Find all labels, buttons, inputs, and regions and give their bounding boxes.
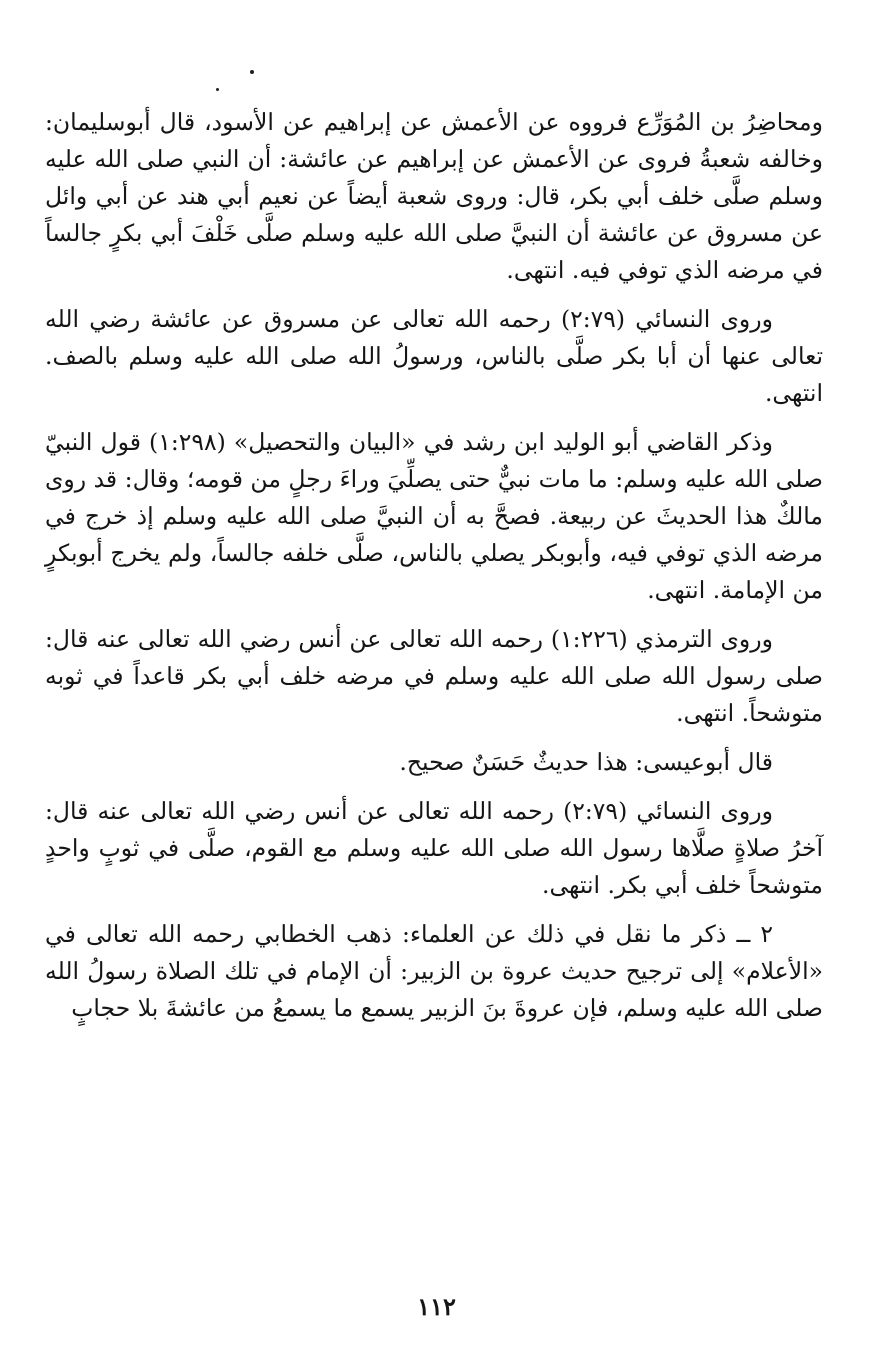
paragraph-1: ومحاضِرُ بن المُوَرِّع فرووه عن الأعمش عن إبراهيم عن الأسود، قال أبوسليمان: وخالفه شعبةُ فروى عن الأعمش عن إبراهيم عن عائشة: أن النبي صلى الله عليه وسلم صلَّى خلف أبي بكر، قال: وروى شعبة أيضاً عن نعيم أبي هند عن أبي وائل عن مسروق عن عائشة أن النبيَّ صلى الله عليه وسلم صلَّى خَلْفَ أبي بكرٍ جالساً في مرضه الذي توفي فيه. انتهى. [45, 108, 823, 284]
ink-speck [216, 88, 219, 91]
page-body [45, 104, 823, 1039]
paragraph-7: ٢ ــ ذكر ما نقل في ذلك عن العلماء: ذهب الخطابي رحمه الله تعالى في «الأعلام» إلى ترجيح حديث عروة بن الزبير: أن الإمام في تلك الصلاة رسولُ الله صلى الله عليه وسلم، فإن عروةَ بنَ الزبير يسمع ما يسمعُ من عائشةَ بلا حجابٍ [45, 920, 823, 1022]
paragraph-5: قال أبوعيسى: هذا حديثٌ حَسَنٌ صحيح. [399, 748, 773, 776]
page-number: ١١٢ [417, 1292, 456, 1321]
paragraph-3: وذكر القاضي أبو الوليد ابن رشد في «البيان والتحصيل» (١:٢٩٨) قول النبيّ صلى الله عليه وسلم: ما مات نبيٌّ حتى يصلِّيَ وراءَ رجلٍ من قومه؛ وقال: قد روى مالكٌ هذا الحديثَ عن ربيعة. فصحَّ به أن النبيَّ صلى الله عليه وسلم إذ خرج في مرضه الذي توفي فيه، وأبوبكر يصلي بالناس، صلَّى خلفه جالساً، ولم يخرج أبوبكرٍ من الإمامة. انتهى. [45, 428, 823, 604]
paragraph-4: وروى الترمذي (١:٢٢٦) رحمه الله تعالى عن أنس رضي الله تعالى عنه قال: صلى رسول الله صلى الله عليه وسلم في مرضه خلف أبي بكر قاعداً في ثوبه متوشحاً. انتهى. [45, 625, 823, 727]
paragraph-6: وروى النسائي (٢:٧٩) رحمه الله تعالى عن أنس رضي الله تعالى عنه قال: آخرُ صلاةٍ صلَّاها رسول الله صلى الله عليه وسلم مع القوم، صلَّى في ثوبٍ واحدٍ متوشحاً خلف أبي بكر. انتهى. [45, 797, 823, 899]
ink-speck [250, 70, 254, 74]
paragraph-2: وروى النسائي (٢:٧٩) رحمه الله تعالى عن مسروق عن عائشة رضي الله تعالى عنها أن أبا بكر صلَّى بالناس، ورسولُ الله صلى الله عليه وسلم بالصف. انتهى. [45, 305, 823, 407]
